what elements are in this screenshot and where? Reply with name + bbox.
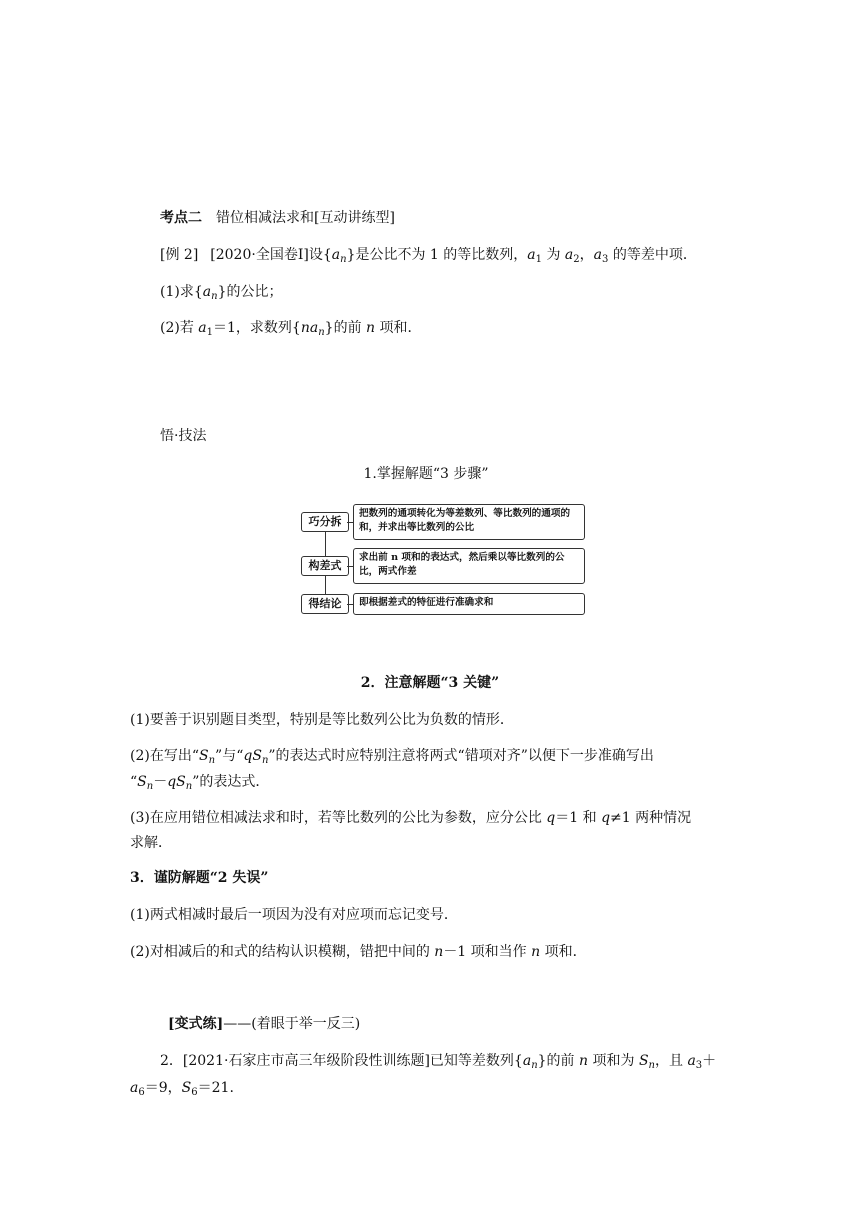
example-statement: [例 2] [2020·全国卷Ⅰ]设$\{a_n\}$是公比不为 1 的等比数列，$a_1$ 为 $a_2$，$a_3$ 的等差中项． — [160, 247, 697, 265]
step1-title: 1.掌握解题“3 步骤” — [363, 466, 489, 482]
key-3-line-1: (3)在应用错位相减法求和时，若等比数列的公比为参数，应分公比 q＝1 和 q≠1 两种情况 — [130, 810, 692, 826]
variant-note: (着眼于举一反三) — [251, 1016, 361, 1032]
step2-title: 2．注意解题“3 关键” — [360, 675, 500, 691]
section-subtitle: 错位相减法求和[互动讲练型] — [216, 210, 395, 226]
example-tag: [例 2] — [160, 247, 199, 263]
diagram-box-1: 把数列的通项转化为等差数列、等比数列的通项的和，并求出等比数列的公比 — [353, 504, 585, 540]
key-2-line-2: “$S_n-qS_n$”的表达式． — [130, 774, 270, 792]
section-heading — [160, 208, 395, 228]
problem-2-line-2: $a_6=9$，$S_6=21$. — [130, 1080, 234, 1098]
key-1: (1)要善于识别题目类型，特别是等比数列公比为负数的情形． — [130, 712, 514, 728]
diagram-box-3: 即根据差式的特征进行准确求和 — [353, 593, 585, 615]
step3-title: 3．谨防解题“2 失误” — [130, 870, 269, 886]
error-2: (2)对相减后的和式的结构认识模糊，错把中间的 n－1 项和当作 n 项和． — [130, 944, 587, 960]
diagram-label-1: 巧分拆 — [301, 512, 349, 532]
section-title: 考点二 — [160, 210, 202, 226]
method-heading: 悟·技法 — [160, 428, 207, 444]
variant-label: [变式练] — [168, 1016, 224, 1032]
question-2: (2)若 $a_1=1$，求数列$\{na_n\}$的前 n 项和． — [160, 320, 422, 338]
question-1: (1)求$\{a_n\}$的公比； — [160, 284, 283, 302]
diagram-label-3: 得结论 — [301, 594, 349, 614]
steps-diagram — [298, 500, 592, 618]
variant-heading: [变式练]——(着眼于举一反三) — [168, 1016, 361, 1032]
error-1: (1)两式相减时最后一项因为没有对应项而忘记变号． — [130, 907, 458, 923]
example-source: [2020·全国卷Ⅰ] — [210, 247, 309, 263]
key-3-line-2: 求解． — [130, 835, 172, 851]
diagram-box-2: 求出前 n 项和的表达式，然后乘以等比数列的公比，两式作差 — [353, 548, 585, 584]
diagram-label-2: 构差式 — [301, 556, 349, 576]
key-2-line-1: (2)在写出“$S_n$”与“$qS_n$”的表达式时应特别注意将两式“错项对齐”以便下一步准确写出 — [130, 748, 654, 766]
problem-2-line-1: 2．[2021·石家庄市高三年级阶段性训练题]已知等差数列$\{a_n\}$的前 n 项和为 $S_n$，且 $a_3+$ — [160, 1053, 717, 1071]
